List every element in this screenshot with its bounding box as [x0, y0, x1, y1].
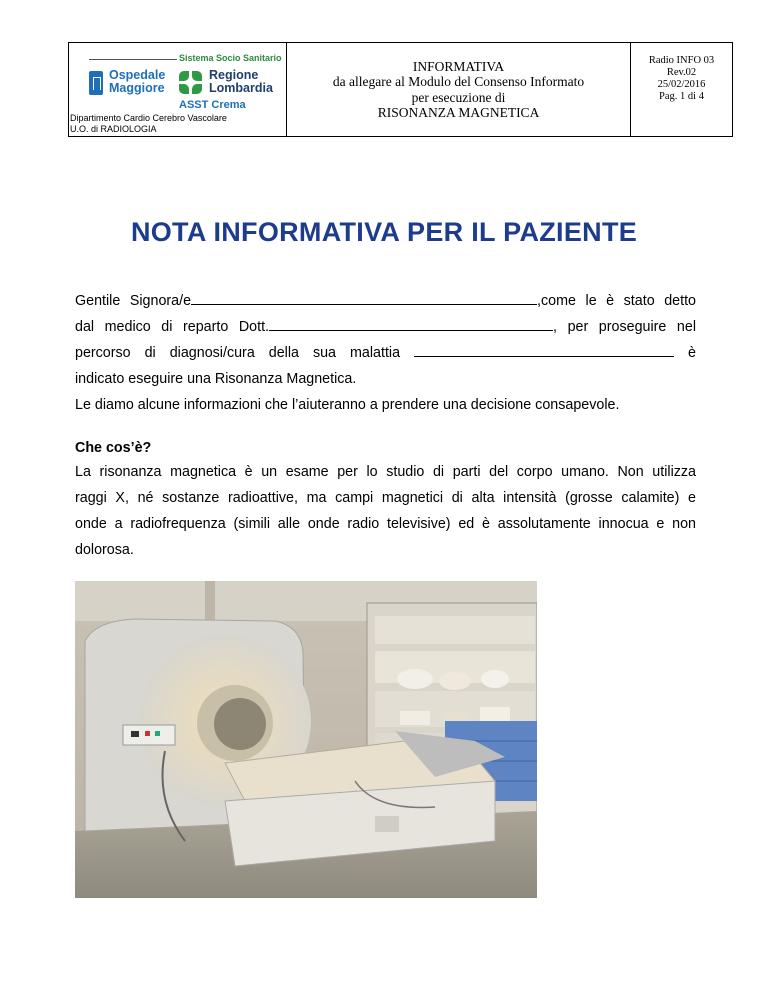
intro-text-1a: Gentile Signora/e [75, 293, 192, 309]
doc-code: Radio INFO 03 [648, 55, 715, 66]
intro-paragraph [75, 288, 696, 418]
page-title: NOTA INFORMATIVA PER IL PAZIENTE [130, 217, 638, 247]
section-line-1: La risonanza magnetica è un esame per lo studio di parti del corpo umano. Non utilizza [75, 464, 696, 480]
logo-hospital-name [109, 69, 165, 95]
intro-text-3b: è [688, 345, 696, 361]
header-meta-cell [631, 43, 732, 136]
logo-region-line2: Lombardia [209, 81, 273, 95]
document-header [68, 42, 733, 137]
intro-text-3a: percorso di diagnosi/cura della sua malattia [75, 345, 401, 361]
logo-region-name [209, 69, 273, 95]
header-center-line3: per esecuzione di [411, 89, 506, 105]
intro-text-1b: ,come le è stato detto [537, 293, 696, 309]
header-center-cell [287, 43, 631, 136]
blank-patient-name[interactable] [191, 290, 537, 305]
hospital-logo-icon [89, 71, 103, 95]
logo-region-line1: Regione [209, 68, 259, 82]
section-heading: Che cos’è? [75, 440, 152, 456]
header-center-line4: RISONANZA MAGNETICA [377, 105, 540, 120]
intro-line-3 [75, 340, 696, 366]
blank-disease[interactable] [414, 342, 674, 357]
intro-text-2a: dal medico di reparto Dott. [75, 319, 270, 335]
logo-system-text: Sistema Socio Sanitario [179, 53, 282, 63]
department-line1: Dipartimento Cardio Cerebro Vascolare [70, 113, 227, 123]
header-logo-cell [69, 43, 287, 136]
intro-line-2 [75, 314, 696, 340]
header-center-line1: INFORMATIVA [412, 58, 505, 74]
section-paragraph [75, 459, 696, 563]
department-label [70, 113, 227, 134]
intro-line-1 [75, 288, 696, 314]
section-line-4: dolorosa. [75, 542, 134, 558]
intro-line-5: Le diamo alcune informazioni che l’aiuteranno a prendere una decisione consapevole. [75, 397, 620, 413]
blank-doctor-name[interactable] [269, 316, 553, 331]
doc-revision: Rev.02 [666, 67, 697, 78]
department-line2: U.O. di RADIOLOGIA [70, 123, 157, 134]
intro-line-4: indicato eseguire una Risonanza Magnetica. [75, 371, 357, 387]
header-center-line2: da allegare al Modulo del Consenso Informato [332, 74, 585, 89]
section-line-3: onde a radiofrequenza (simili alle onde radio televisive) ed è assolutamente innocua e non [75, 516, 696, 532]
section-line-2: raggi X, né sostanze radioattive, ma campi magnetici di alta intensità (grosse calamite) e [75, 490, 696, 506]
doc-date: 25/02/2016 [657, 79, 706, 90]
logo-hospital-line2: Maggiore [109, 81, 165, 95]
logo-rule [89, 59, 177, 60]
doc-page: Pag. 1 di 4 [659, 91, 704, 102]
intro-text-2b: , per proseguire nel [553, 319, 696, 335]
logo-hospital-line1: Ospedale [109, 68, 166, 82]
mri-scanner-illustration [75, 581, 537, 898]
logo-asst: ASST Crema [179, 99, 246, 111]
region-logo-icon [179, 71, 203, 95]
mri-scanner-photo [75, 581, 537, 898]
